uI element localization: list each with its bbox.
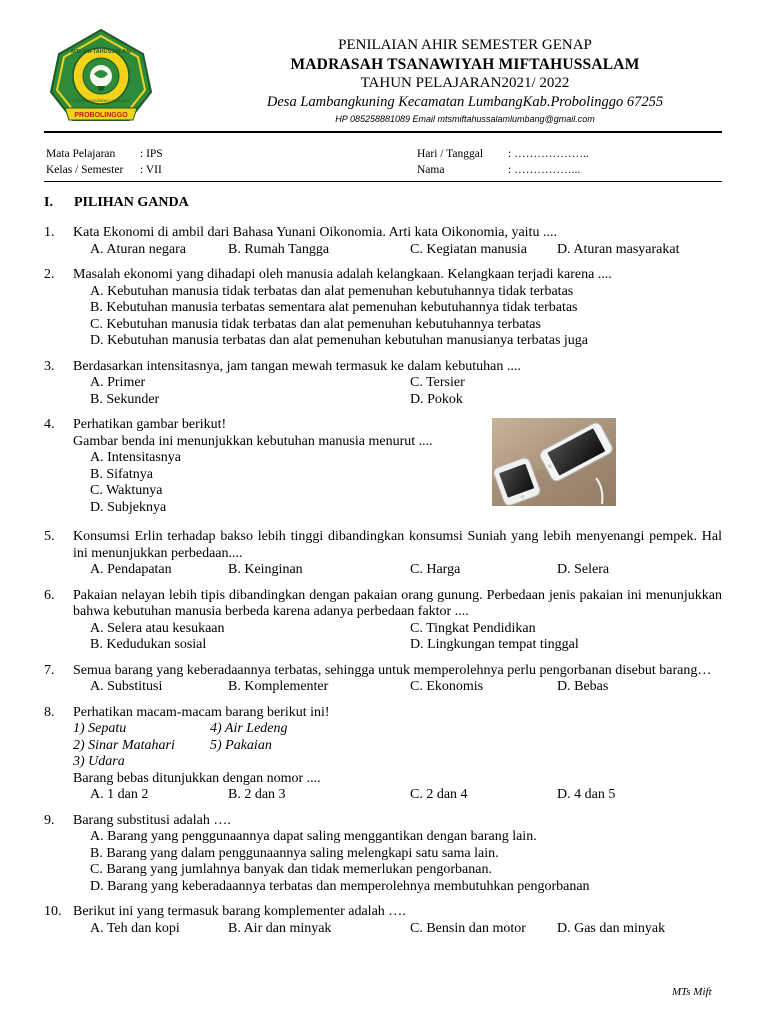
question-1 bbox=[44, 225, 722, 258]
exam-title: PENILAIAN AHIR SEMESTER GENAP bbox=[338, 37, 592, 53]
option-b: B. Sifatnya bbox=[90, 466, 153, 482]
question-9 bbox=[44, 813, 722, 896]
question-number: 5. bbox=[44, 529, 55, 544]
question-number: 1. bbox=[44, 225, 55, 240]
date-label: Hari / Tanggal bbox=[417, 148, 484, 160]
question-2 bbox=[44, 267, 722, 350]
option-d: D. Kebutuhan manusia terbatas dan alat pemenuhan kebutuhan manusianya terbatas juga bbox=[90, 333, 588, 348]
option-b: B. Keinginan bbox=[228, 562, 303, 577]
academic-year: TAHUN PELAJARAN2021/ 2022 bbox=[360, 75, 570, 91]
question-6 bbox=[44, 588, 722, 654]
question-stem-2: Barang bebas ditunjukkan dengan nomor .... bbox=[73, 770, 321, 786]
option-d: D. Pokok bbox=[410, 391, 463, 407]
option-a: A. Barang yang penggunaannya dapat saling menggantikan dengan barang lain. bbox=[90, 829, 537, 844]
option-b: B. Barang yang dalam penggunaannya saling melengkapi satu sama lain. bbox=[90, 845, 499, 861]
option-d: D. 4 dan 5 bbox=[557, 787, 616, 802]
option-d: D. Lingkungan tempat tinggal bbox=[410, 637, 579, 652]
date-value: : ……………….. bbox=[508, 148, 589, 160]
class-label: Kelas / Semester bbox=[46, 164, 124, 176]
option-c: C. Tingkat Pendidikan bbox=[410, 620, 536, 636]
option-c: C. Bensin dan motor bbox=[410, 920, 526, 936]
section-heading bbox=[44, 195, 189, 211]
option-c: C. Kegiatan manusia bbox=[410, 241, 528, 257]
question-number: 2. bbox=[44, 267, 55, 282]
question-list bbox=[44, 225, 722, 946]
question-stem: Konsumsi Erlin terhadap bakso lebih tinggi dibandingkan konsumsi Suniah yang lebih menyenangi pempek. Hal ini menunjukkan perbedaan.... bbox=[73, 529, 722, 561]
info-rule bbox=[44, 181, 722, 182]
item-5: 5) Pakaian bbox=[210, 737, 272, 753]
option-a: A. Primer bbox=[90, 375, 146, 390]
item-3: 3) Udara bbox=[73, 754, 125, 769]
footer-mark: MTs Mift bbox=[672, 986, 712, 998]
option-a: A. Aturan negara bbox=[90, 241, 187, 257]
option-b: B. Rumah Tangga bbox=[228, 241, 330, 257]
question-stem: Barang substitusi adalah …. bbox=[73, 812, 231, 828]
question-number: 4. bbox=[44, 417, 55, 432]
question-stem: Berikut ini yang termasuk barang komplementer adalah …. bbox=[73, 904, 406, 919]
option-a: A. Selera atau kesukaan bbox=[90, 620, 225, 636]
option-b: B. Air dan minyak bbox=[228, 920, 332, 936]
header-rule bbox=[44, 131, 722, 133]
option-d: D. Subjeknya bbox=[90, 499, 167, 515]
option-d: D. Aturan masyarakat bbox=[557, 241, 680, 257]
option-b: B. Sekunder bbox=[90, 391, 160, 407]
option-a: A. Teh dan kopi bbox=[90, 920, 180, 936]
subject-value: : IPS bbox=[140, 148, 163, 160]
option-c: C. Kebutuhan manusia tidak terbatas dan alat pemenuhan kebutuhannya terbatas bbox=[90, 316, 541, 332]
question-stem: Berdasarkan intensitasnya, jam tangan mewah termasuk ke dalam kebutuhan .... bbox=[73, 358, 521, 374]
question-5 bbox=[44, 529, 722, 579]
question-4 bbox=[44, 417, 722, 516]
subject-label: Mata Pelajaran bbox=[46, 148, 116, 160]
option-b: B. 2 dan 3 bbox=[228, 787, 286, 802]
question-7 bbox=[44, 663, 722, 696]
option-b: B. Kedudukan sosial bbox=[90, 637, 207, 652]
question-stem: Kata Ekonomi di ambil dari Bahasa Yunani Oikonomia. Arti kata Oikonomia, yaitu .... bbox=[73, 225, 557, 240]
item-1: 1) Sepatu bbox=[73, 721, 127, 736]
option-a: A. Pendapatan bbox=[90, 562, 172, 577]
option-c: C. 2 dan 4 bbox=[410, 787, 468, 802]
school-name: MADRASAH TSANAWIYAH MIFTAHUSSALAM bbox=[290, 56, 640, 73]
smartphones-image bbox=[492, 418, 616, 506]
option-d: D. Gas dan minyak bbox=[557, 920, 666, 936]
option-b: B. Kebutuhan manusia terbatas sementara alat pemenuhan kebutuhannya tidak terbatas bbox=[90, 300, 578, 315]
option-a: A. Substitusi bbox=[90, 679, 163, 694]
name-label: Nama bbox=[417, 164, 445, 176]
question-10 bbox=[44, 904, 722, 937]
question-number: 6. bbox=[44, 587, 55, 603]
item-4: 4) Air Ledeng bbox=[210, 721, 288, 736]
section-number: I. bbox=[44, 195, 53, 210]
letterhead bbox=[185, 36, 745, 125]
question-number: 8. bbox=[44, 704, 55, 720]
option-b: B. Komplementer bbox=[228, 679, 329, 694]
school-address: Desa Lambangkuning Kecamatan LumbangKab.Probolinggo 67255 bbox=[266, 94, 664, 110]
question-number: 10. bbox=[44, 904, 62, 919]
logo-band-text: LUMBANGKUNING LUMBANG bbox=[72, 98, 130, 103]
option-c: C. Ekonomis bbox=[410, 679, 484, 694]
option-c: C. Waktunya bbox=[90, 483, 163, 498]
question-stem: Pakaian nelayan lebih tipis dibandingkan dengan pakaian orang gunung. Perbedaan jenis pakaian ini menunjukkan bahwa kebutuhan manusia berbeda karena adanya perbedaan faktor .... bbox=[73, 587, 722, 619]
option-d: D. Barang yang keberadaannya terbatas dan memperolehnya membutuhkan pengorbanan bbox=[90, 878, 590, 894]
logo-ribbon-text: PROBOLINGGO bbox=[74, 112, 128, 119]
question-stem: Perhatikan gambar berikut! bbox=[73, 417, 227, 432]
question-3 bbox=[44, 359, 722, 409]
option-c: C. Tersier bbox=[410, 375, 465, 390]
section-title: PILIHAN GANDA bbox=[74, 195, 189, 210]
option-c: C. Harga bbox=[410, 562, 461, 577]
question-number: 3. bbox=[44, 358, 55, 374]
option-a: A. Intensitasnya bbox=[90, 450, 181, 465]
question-number: 9. bbox=[44, 812, 55, 828]
question-8 bbox=[44, 705, 722, 804]
question-stem: Perhatikan macam-macam barang berikut ini! bbox=[73, 704, 330, 720]
option-c: C. Barang yang jumlahnya banyak dan tidak memerlukan pengorbanan. bbox=[90, 862, 492, 877]
school-logo bbox=[45, 28, 157, 128]
option-d: D. Bebas bbox=[557, 679, 609, 694]
school-contact: HP 085258881089 Email mtsmiftahussalamlumbang@gmail.com bbox=[335, 114, 595, 124]
option-a: A. Kebutuhan manusia tidak terbatas dan alat pemenuhan kebutuhannya tidak terbatas bbox=[90, 283, 574, 299]
option-a: A. 1 dan 2 bbox=[90, 787, 149, 802]
question-stem-2: Gambar benda ini menunjukkan kebutuhan manusia menurut .... bbox=[73, 433, 433, 449]
option-d: D. Selera bbox=[557, 562, 610, 577]
question-stem: Semua barang yang keberadaannya terbatas, sehingga untuk memperolehnya perlu pengorbanan disebut barang… bbox=[73, 662, 712, 678]
question-stem: Masalah ekonomi yang dihadapi oleh manusia adalah kelangkaan. Kelangkaan terjadi karena .... bbox=[73, 267, 612, 282]
name-value: : ……………... bbox=[508, 164, 581, 176]
class-value: : VII bbox=[140, 164, 162, 176]
question-number: 7. bbox=[44, 662, 55, 678]
item-2: 2) Sinar Matahari bbox=[73, 737, 175, 753]
logo-ring-text: MTs MIFTAHUSSALAM bbox=[71, 49, 131, 55]
